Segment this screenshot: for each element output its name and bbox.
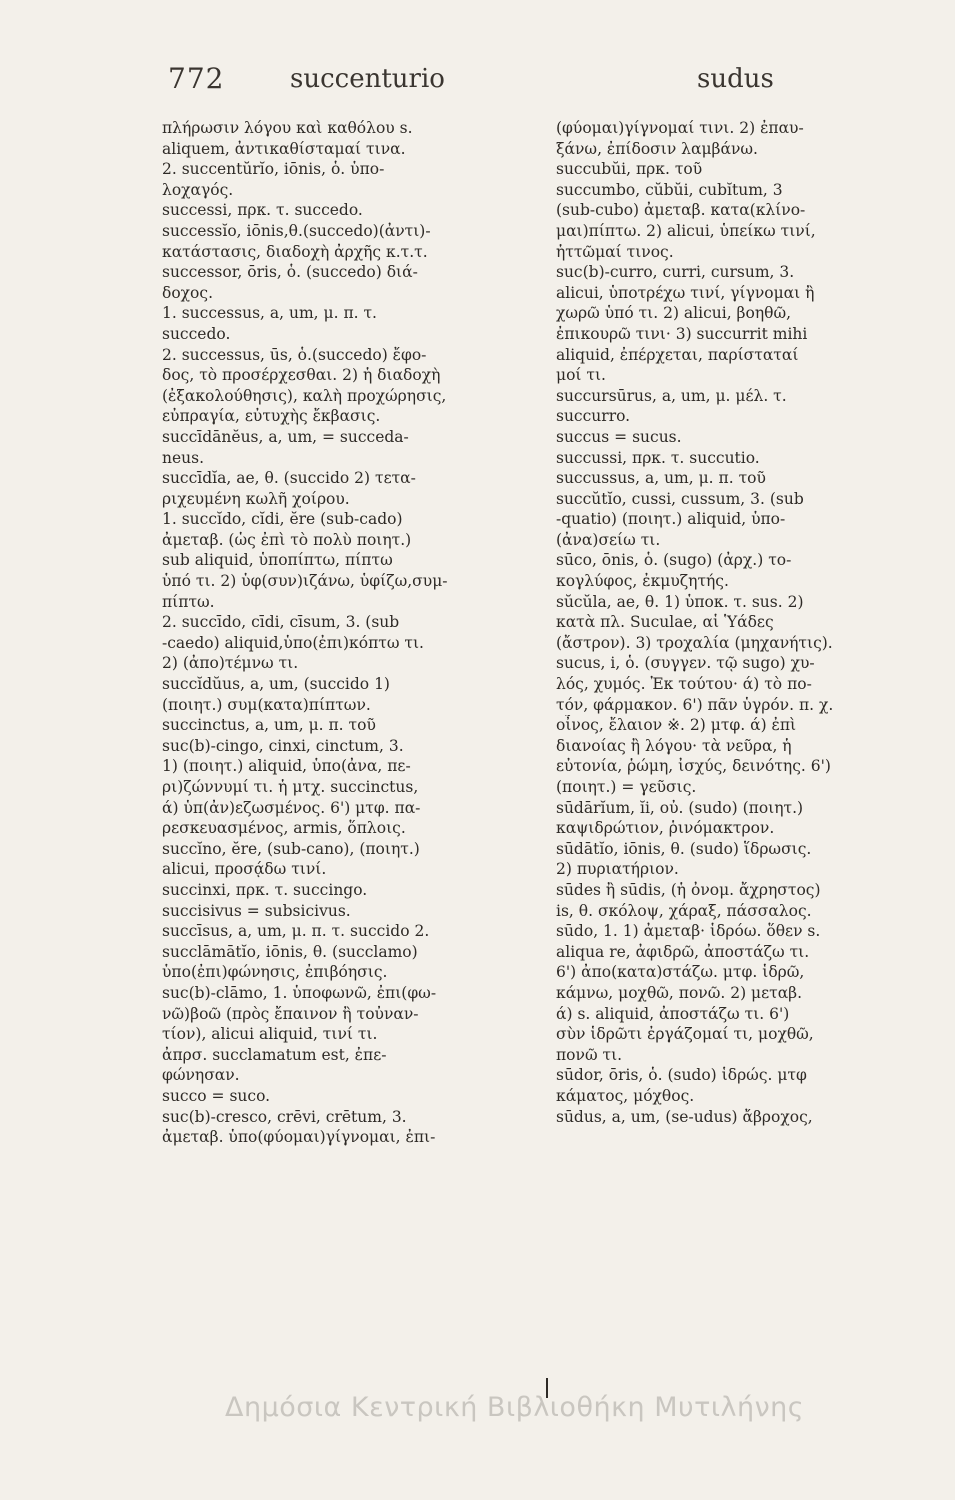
dictionary-line: ριχευμένη κωλῆ χοίρου.	[162, 489, 350, 508]
dictionary-line: sūdes ἢ sūdis, (ἡ ὀνομ. ἄχρηστος)	[556, 880, 821, 899]
dictionary-line: σὺν ἱδρῶτι ἐργάζομαί τι, μοχθῶ,	[556, 1025, 814, 1044]
dictionary-line: μαι)πίπτω. 2) alicui, ὑπείκω τινί,	[556, 221, 816, 240]
dictionary-line: succedo.	[162, 324, 231, 343]
dictionary-line: succĭdŭus, a, um, (succido 1)	[162, 675, 390, 694]
dictionary-line: suc(b)-cresco, crēvi, crētum, 3.	[162, 1107, 407, 1126]
dictionary-line: 2. succīdo, cīdi, cīsum, 3. (sub	[162, 613, 400, 632]
dictionary-line: is, θ. σκόλοψ, χάραξ, πάσσαλος.	[556, 901, 812, 920]
dictionary-line: πίπτω.	[162, 592, 215, 611]
dictionary-line: 1) (ποιητ.) aliquid, ὑπο(ἀνα, πε-	[162, 757, 411, 776]
dictionary-line: succumbo, cŭbŭi, cubĭtum, 3	[556, 180, 783, 199]
dictionary-line: (ποιητ.) = γεῦσις.	[556, 778, 697, 796]
dictionary-line: ἀμεταβ. (ὡς ἐπὶ τὸ πολὺ ποιητ.)	[162, 530, 412, 549]
dictionary-line: successĭo, iōnis,θ.(succedo)(ἀντι)-	[162, 221, 431, 240]
dictionary-line: (ἐξακολούθησις), καλὴ προχώρησις,	[162, 386, 447, 405]
dictionary-line: succo = suco.	[162, 1086, 271, 1105]
dictionary-line: suc(b)-cingo, cinxi, cinctum, 3.	[162, 736, 404, 755]
dictionary-line: νῶ)βοῶ (πρὸς ἔπαινον ἢ τοὐναν-	[162, 1004, 419, 1023]
library-watermark: Δημόσια Κεντρική Βιβλιοθήκη Μυτιλήνης	[225, 1392, 805, 1423]
dictionary-line: κατάστασις, διαδοχὴ ἀρχῆς κ.τ.τ.	[162, 242, 428, 261]
dictionary-line: ρι)ζώννυμί τι. ἡ μτχ. succinctus,	[162, 778, 419, 796]
dictionary-line: φώνησαν.	[162, 1066, 240, 1085]
dictionary-line: succŭtĭo, cussi, cussum, 3. (sub	[556, 489, 804, 508]
dictionary-line: ά) s. aliquid, ἀποστάζω τι. 6')	[556, 1004, 790, 1023]
dictionary-line: κατὰ πλ. Suculae, αἱ Ὑάδες	[556, 613, 774, 632]
dictionary-line: succīsus, a, um, μ. π. τ. succido 2.	[162, 922, 430, 941]
dictionary-line: κάματος, μόχθος.	[556, 1086, 695, 1105]
dictionary-line: suc(b)-curro, curri, cursum, 3.	[556, 263, 795, 282]
dictionary-line: εὐτονία, ῥώμη, ἰσχύς, δεινότης. 6')	[556, 757, 831, 776]
dictionary-line: aliquem, ἀντικαθίσταμαί τινα.	[162, 139, 406, 158]
dictionary-line: καψιδρώτιον, ῥινόμακτρον.	[556, 819, 775, 838]
dictionary-line: sūdus, a, um, (se-udus) ἄβροχος,	[556, 1107, 813, 1126]
dictionary-line: succus = sucus.	[556, 427, 682, 446]
dictionary-line: succlāmātĭo, iōnis, θ. (succlamo)	[162, 942, 418, 961]
dictionary-line: alicui, προσᾴδω τινί.	[162, 860, 327, 879]
dictionary-line: τίον), alicui aliquid, τινί τι.	[162, 1025, 378, 1044]
dictionary-line: 2) πυριατήριον.	[556, 860, 679, 879]
dictionary-line: τόν, φάρμακον. 6') πᾶν ὑγρόν. π. χ.	[556, 695, 834, 714]
dictionary-line: (ἀνα)σείω τι.	[556, 530, 661, 549]
dictionary-line: sūdārĭum, ĭi, οὐ. (sudo) (ποιητ.)	[556, 798, 804, 817]
dictionary-line: κάμνω, μοχθῶ, πονῶ. 2) μεταβ.	[556, 983, 803, 1002]
dictionary-line: sūdor, ōris, ὁ. (sudo) ἱδρώς. μτφ	[556, 1066, 807, 1085]
dictionary-line: λοχαγός.	[162, 180, 234, 199]
dictionary-line: 6') ἀπο(κατα)στάζω. μτφ. ἱδρῶ,	[556, 963, 805, 982]
dictionary-line: succinctus, a, um, μ. π. τοῦ	[162, 716, 376, 735]
dictionary-line: succurro.	[556, 407, 631, 426]
dictionary-line: succussi, πρκ. τ. succutio.	[556, 448, 760, 467]
dictionary-line: πλήρωσιν λόγου καὶ καθόλου s.	[162, 119, 413, 137]
dictionary-line: (ποιητ.) συμ(κατα)πίπτων.	[162, 695, 371, 714]
dictionary-line: ἐπικουρῶ τινι· 3) succurrit mihi	[556, 324, 808, 343]
dictionary-line: πονῶ τι.	[556, 1045, 623, 1064]
dictionary-line: 1. succĭdo, cĭdi, ĕre (sub-cado)	[162, 510, 403, 529]
dictionary-line: -quatio) (ποιητ.) aliquid, ὑπο-	[556, 510, 786, 529]
dictionary-line: ὑπο(ἐπι)φώνησις, ἐπιβόησις.	[162, 963, 388, 982]
right-column	[556, 118, 928, 1127]
dictionary-line: -caedo) aliquid,ὑπο(ἐπι)κόπτω τι.	[162, 633, 424, 652]
dictionary-line: χωρῶ ὑπό τι. 2) alicui, βοηθῶ,	[556, 304, 792, 323]
page-number: 772	[168, 62, 225, 95]
dictionary-line: λός, χυμός. Ἐκ τούτου· ά) τὸ πο-	[556, 675, 812, 694]
page-header	[0, 62, 955, 102]
dictionary-line: succussus, a, um, μ. π. τοῦ	[556, 469, 766, 488]
dictionary-line: ἀμεταβ. ὑπο(φύομαι)γίγνομαι, ἐπι-	[162, 1128, 436, 1147]
dictionary-line: ξάνω, ἐπίδοσιν λαμβάνω.	[556, 139, 758, 158]
dictionary-line: διανοίας ἢ λόγου· τὰ νεῦρα, ἡ	[556, 736, 792, 755]
dictionary-line: (ἄστρον). 3) τροχαλία (μηχανήτις).	[556, 633, 833, 652]
dictionary-line: 2. successus, ūs, ὁ.(succedo) ἔφο-	[162, 345, 427, 364]
dictionary-line: neus.	[162, 448, 205, 467]
running-head-left: succenturio	[290, 64, 445, 94]
dictionary-line: δος, τὸ προσέρχεσθαι. 2) ἡ διαδοχὴ	[162, 366, 441, 385]
dictionary-line: sūdātĭo, iōnis, θ. (sudo) ἵδρωσις.	[556, 839, 812, 858]
dictionary-line: alicui, ὑποτρέχω τινί, γίγνομαι ἢ	[556, 283, 815, 302]
dictionary-line: successor, ōris, ὁ. (succedo) διά-	[162, 263, 418, 282]
dictionary-line: οἶνος, ἔλαιον ※. 2) μτφ. ά) ἐπὶ	[556, 716, 797, 735]
dictionary-line: aliquid, ἐπέρχεται, παρίσταταί	[556, 345, 799, 364]
dictionary-line: ὑπό τι. 2) ὑφ(συν)ιζάνω, ὑφίζω,συμ-	[162, 572, 448, 591]
dictionary-line: 2. succentŭrĭo, iōnis, ὁ. ὑπο-	[162, 160, 385, 179]
dictionary-line: sūdo, 1. 1) ἀμεταβ· ἱδρόω. ὅθεν s.	[556, 922, 821, 941]
dictionary-line: μοί τι.	[556, 366, 606, 385]
dictionary-line: κογλύφος, ἐκμυζητής.	[556, 572, 729, 591]
dictionary-line: 2) (ἀπο)τέμνω τι.	[162, 654, 299, 673]
dictionary-line: suc(b)-clāmo, 1. ὑποφωνῶ, ἐπι(φω-	[162, 983, 437, 1002]
dictionary-line: successi, πρκ. τ. succedo.	[162, 201, 363, 220]
dictionary-line: sūco, ōnis, ὁ. (sugo) (ἀρχ.) το-	[556, 551, 792, 570]
dictionary-line: succursūrus, a, um, μ. μέλ. τ.	[556, 386, 787, 405]
dictionary-line: ρεσκευασμένος, armis, ὅπλοις.	[162, 819, 406, 838]
dictionary-line: succinxi, πρκ. τ. succingo.	[162, 880, 368, 899]
dictionary-line: εὐπραγία, εὐτυχὴς ἔκβασις.	[162, 407, 381, 426]
dictionary-line: succīdānĕus, a, um, = succeda-	[162, 427, 409, 446]
dictionary-line: (sub-cubo) ἀμεταβ. κατα(κλίνο-	[556, 201, 806, 220]
dictionary-line: sŭcŭla, ae, θ. 1) ὑποκ. τ. sus. 2)	[556, 592, 804, 611]
dictionary-line: ἡττῶμαί τινος.	[556, 242, 674, 261]
running-head-right: sudus	[697, 64, 774, 94]
dictionary-line: δοχος.	[162, 283, 213, 302]
dictionary-line: 1. successus, a, um, μ. π. τ.	[162, 304, 377, 323]
dictionary-line: (φύομαι)γίγνομαί τινι. 2) ἐπαυ-	[556, 119, 804, 137]
dictionary-line: succisivus = subsicivus.	[162, 901, 351, 920]
dictionary-line: succīdĭa, ae, θ. (succido 2) τετα-	[162, 469, 416, 488]
dictionary-line: aliqua re, ἀφιδρῶ, ἀποστάζω τι.	[556, 942, 810, 961]
dictionary-line: succĭno, ĕre, (sub-cano), (ποιητ.)	[162, 839, 420, 858]
dictionary-line: ά) ὑπ(ἀν)εζωσμένος. 6') μτφ. πα-	[162, 798, 421, 817]
text-columns	[0, 118, 955, 1418]
dictionary-line: ἀπρσ. succlamatum est, ἐπε-	[162, 1045, 387, 1064]
dictionary-line: sucus, i, ὁ. (συγγεν. τῷ sugo) χυ-	[556, 654, 815, 673]
dictionary-line: succubŭi, πρκ. τοῦ	[556, 160, 703, 179]
dictionary-line: sub aliquid, ὑποπίπτω, πίπτω	[162, 551, 393, 570]
left-column	[162, 118, 532, 1148]
